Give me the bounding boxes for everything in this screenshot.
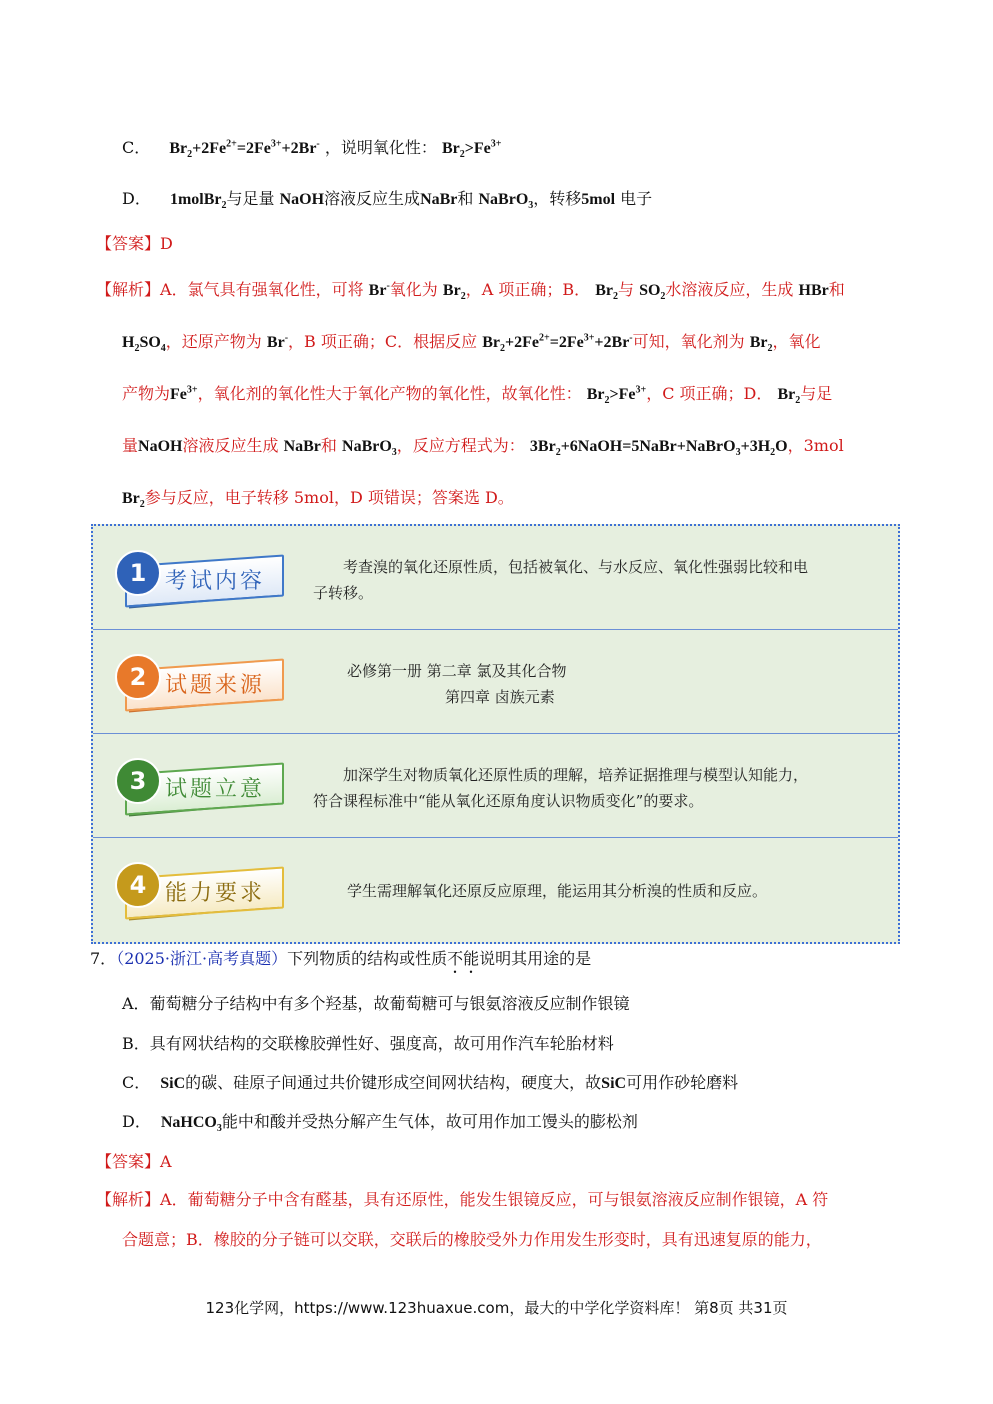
ribbon-badge (115, 758, 280, 812)
analysis-line-1: 【解析】A．氯气具有强氧化性，可将 Br-氧化为 $Br_2$，A 项正确；B． $Br_2$与 $SO_2$水溶液反应，生成 HBr和 (96, 280, 845, 303)
analysis-line-2: $H_2SO_4$，还原产物为 Br-，B 项正确；C．根据反应 $Br_2+2Fe^{2+}=2Fe^{3+}+2Br^-$可知，氧化剂为 $Br_2$，氧化 (122, 332, 821, 355)
row-text: 加深学生对物质氧化还原性质的理解，培养证据推理与模型认知能力， 符合课程标准中“能从氧化还原角度认识物质变化”的要求。 (313, 766, 809, 810)
panel-row-3 (93, 734, 898, 838)
analysis-line-2: 合题意；B．橡胶的分子链可以交联，交联后的橡胶受外力作用发生形变时，具有迅速复原的能力， (122, 1230, 822, 1249)
badge-title: 能力要求 (165, 881, 266, 906)
option-d: D． 1molBr$_2$与足量 NaOH溶液反应生成NaBr和 NaBrO$_3$，转移5mol 电子 (122, 189, 653, 212)
option-c: C． $Br_2+2Fe^{2+}=2Fe^{3+}+2Br^-$ ，说明氧化性： $Br_2>Fe^{3+}$ (122, 138, 502, 161)
source-tag: （2025·浙江·高考真题） (116, 949, 288, 968)
badge-title: 试题立意 (165, 777, 266, 802)
answer: 【答案】A (96, 1152, 172, 1171)
ribbon-badge (115, 550, 280, 604)
analysis-line-5: $Br_2$参与反应，电子转移 5mol，D 项错误；答案选 D。 (122, 488, 514, 511)
badge-number: 1 (115, 550, 161, 596)
analysis-line-4: 量NaOH溶液反应生成 NaBr和 NaBrO$_3$，反应方程式为： $3Br_2+6NaOH=5NaBr+NaBrO_3+3H_2O$，3mol (122, 436, 844, 459)
row-text: 学生需理解氧化还原反应原理，能运用其分析溴的性质和反应。 (347, 882, 768, 900)
page-footer: 123化学网，https://www.123huaxue.com，最大的中学化学资料库！ 第8页 共31页 (205, 1299, 788, 1317)
answer: 【答案】D (96, 234, 173, 253)
question-7-stem: 7．（2025·浙江·高考真题）下列物质的结构或性质不能说明其用途的是 (90, 949, 592, 968)
info-panel (91, 524, 900, 944)
analysis-line-1: 【解析】A．葡萄糖分子中含有醛基，具有还原性，能发生银镜反应，可与银氨溶液反应制作银镜，A 符 (96, 1190, 829, 1209)
row-text: 必修第一册 第二章 氯及其化合物 第四章 卤族元素 (347, 662, 567, 706)
badge-number: 2 (115, 654, 161, 700)
panel-row-1 (93, 526, 898, 630)
analysis-line-3: 产物为$Fe^{3+}$，氧化剂的氧化性大于氧化产物的氧化性，故氧化性： $Br_2>Fe^{3+}$，C 项正确；D． $Br_2$与足 (122, 384, 833, 407)
badge-title: 考试内容 (165, 569, 266, 594)
option-b: B．具有网状结构的交联橡胶弹性好、强度高，故可用作汽车轮胎材料 (122, 1034, 614, 1053)
ribbon-badge (115, 862, 280, 916)
ribbon-badge (115, 654, 280, 708)
option-c: C． SiC的碳、硅原子间通过共价键形成空间网状结构，硬度大，故SiC可用作砂轮磨料 (122, 1073, 739, 1092)
badge-title: 试题来源 (165, 673, 266, 698)
option-a: A．葡萄糖分子结构中有多个羟基，故葡萄糖可与银氨溶液反应制作银镜 (122, 994, 630, 1013)
panel-row-4 (93, 838, 898, 942)
row-text: 考查溴的氧化还原性质，包括被氧化、与水反应、氧化性强弱比较和电 子转移。 (313, 558, 809, 602)
badge-number: 3 (115, 758, 161, 804)
panel-row-2 (93, 630, 898, 734)
option-d: D． NaHCO$_3$能中和酸并受热分解产生气体，故可用作加工馒头的膨松剂 (122, 1112, 638, 1135)
badge-number: 4 (115, 862, 161, 908)
option-label: C． (122, 138, 151, 157)
